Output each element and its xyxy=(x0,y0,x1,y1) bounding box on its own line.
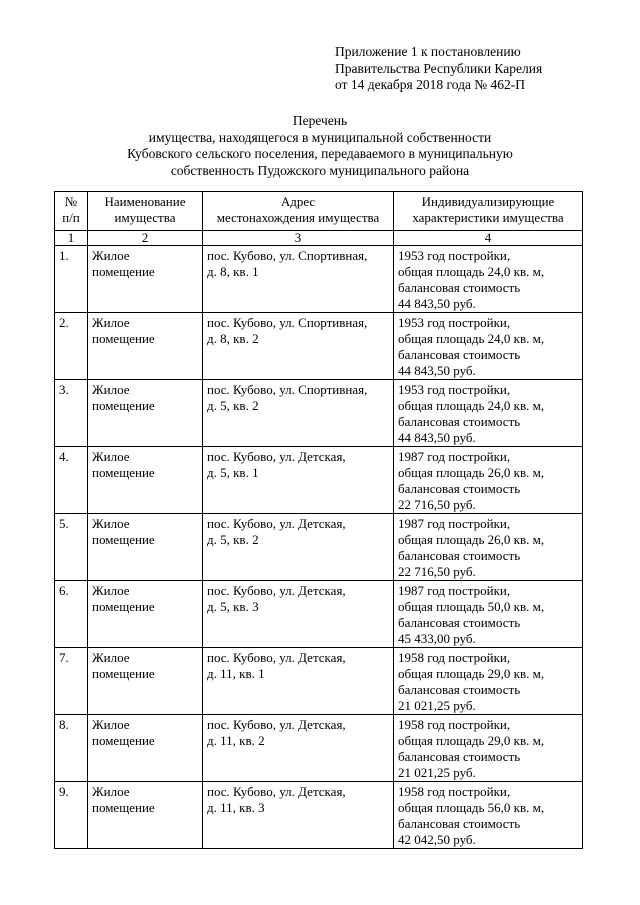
table-header-row xyxy=(55,192,583,231)
row-number: 5. xyxy=(55,514,88,581)
property-name-line: помещение xyxy=(92,666,155,681)
property-name-line: помещение xyxy=(92,465,155,480)
property-characteristics-line: общая площадь 50,0 кв. м, xyxy=(398,599,545,614)
property-characteristics-line: 44 843,50 руб. xyxy=(398,296,476,311)
property-address-line: д. 5, кв. 3 xyxy=(207,599,259,614)
table-row xyxy=(55,782,583,849)
property-characteristics xyxy=(394,648,583,715)
document-title xyxy=(60,113,580,179)
property-address-line: пос. Кубово, ул. Детская, xyxy=(207,784,346,799)
property-name xyxy=(88,380,203,447)
property-characteristics-line: общая площадь 24,0 кв. м, xyxy=(398,331,545,346)
property-address-line: д. 11, кв. 3 xyxy=(207,800,265,815)
property-name-line: Жилое xyxy=(92,784,130,799)
property-characteristics-line: общая площадь 26,0 кв. м, xyxy=(398,532,545,547)
property-address-line: д. 11, кв. 1 xyxy=(207,666,265,681)
header-text: имущества xyxy=(114,210,176,225)
property-address-line: пос. Кубово, ул. Спортивная, xyxy=(207,248,368,263)
property-name-line: Жилое xyxy=(92,650,130,665)
property-characteristics-line: балансовая стоимость xyxy=(398,481,521,496)
appendix-line: Приложение 1 к постановлению xyxy=(335,44,521,59)
table-row xyxy=(55,715,583,782)
property-name xyxy=(88,313,203,380)
table-row xyxy=(55,514,583,581)
property-address-line: д. 5, кв. 2 xyxy=(207,532,259,547)
row-number: 1. xyxy=(55,246,88,313)
property-address xyxy=(203,447,394,514)
property-address-line: пос. Кубово, ул. Спортивная, xyxy=(207,315,368,330)
property-name-line: Жилое xyxy=(92,382,130,397)
property-characteristics-line: общая площадь 24,0 кв. м, xyxy=(398,264,545,279)
row-number: 2. xyxy=(55,313,88,380)
property-characteristics-line: 1958 год постройки, xyxy=(398,717,511,732)
property-name-line: Жилое xyxy=(92,449,130,464)
property-name xyxy=(88,648,203,715)
property-name-line: помещение xyxy=(92,733,155,748)
appendix-line: от 14 декабря 2018 года № 462-П xyxy=(335,77,526,92)
row-number: 8. xyxy=(55,715,88,782)
property-name-line: Жилое xyxy=(92,717,130,732)
property-name xyxy=(88,246,203,313)
property-characteristics-line: 1987 год постройки, xyxy=(398,516,511,531)
property-address-line: пос. Кубово, ул. Спортивная, xyxy=(207,382,368,397)
property-name-line: Жилое xyxy=(92,315,130,330)
property-characteristics xyxy=(394,514,583,581)
table-row xyxy=(55,447,583,514)
property-characteristics-line: балансовая стоимость xyxy=(398,414,521,429)
property-table xyxy=(54,191,583,849)
header-text: Адрес xyxy=(280,194,316,209)
property-characteristics-line: общая площадь 24,0 кв. м, xyxy=(398,398,545,413)
property-name-line: помещение xyxy=(92,532,155,547)
property-characteristics-line: балансовая стоимость xyxy=(398,548,521,563)
property-characteristics-line: балансовая стоимость xyxy=(398,682,521,697)
property-address xyxy=(203,514,394,581)
property-characteristics xyxy=(394,313,583,380)
header-text: п/п xyxy=(62,210,80,225)
property-characteristics-line: балансовая стоимость xyxy=(398,347,521,362)
property-characteristics-line: 44 843,50 руб. xyxy=(398,430,476,445)
property-name xyxy=(88,715,203,782)
table-row xyxy=(55,581,583,648)
property-address xyxy=(203,648,394,715)
property-address-line: д. 5, кв. 1 xyxy=(207,465,259,480)
header-text: Наименование xyxy=(104,194,186,209)
property-name-line: Жилое xyxy=(92,248,130,263)
header-number xyxy=(55,192,88,231)
property-characteristics xyxy=(394,782,583,849)
property-characteristics-line: 1987 год постройки, xyxy=(398,449,511,464)
property-address xyxy=(203,380,394,447)
property-address-line: пос. Кубово, ул. Детская, xyxy=(207,717,346,732)
title-line: Кубовского сельского поселения, передаваемого в муниципальную xyxy=(127,146,513,161)
property-characteristics xyxy=(394,246,583,313)
property-characteristics-line: общая площадь 56,0 кв. м, xyxy=(398,800,545,815)
column-number-row xyxy=(55,231,583,246)
header-text: № xyxy=(64,194,78,209)
property-characteristics xyxy=(394,447,583,514)
row-number: 4. xyxy=(55,447,88,514)
property-name-line: помещение xyxy=(92,398,155,413)
property-characteristics-line: 45 433,00 руб. xyxy=(398,631,476,646)
property-name xyxy=(88,581,203,648)
property-name-line: помещение xyxy=(92,800,155,815)
property-address-line: пос. Кубово, ул. Детская, xyxy=(207,650,346,665)
table-row xyxy=(55,648,583,715)
column-number: 1 xyxy=(55,231,88,246)
property-characteristics-line: общая площадь 26,0 кв. м, xyxy=(398,465,545,480)
property-characteristics-line: общая площадь 29,0 кв. м, xyxy=(398,733,545,748)
property-name-line: Жилое xyxy=(92,583,130,598)
property-address xyxy=(203,246,394,313)
property-address-line: д. 5, кв. 2 xyxy=(207,398,259,413)
property-name xyxy=(88,514,203,581)
property-characteristics-line: 21 021,25 руб. xyxy=(398,698,476,713)
property-characteristics-line: 22 716,50 руб. xyxy=(398,564,476,579)
row-number: 7. xyxy=(55,648,88,715)
row-number: 6. xyxy=(55,581,88,648)
title-line: Перечень xyxy=(292,113,348,128)
column-number: 4 xyxy=(394,231,583,246)
property-characteristics-line: балансовая стоимость xyxy=(398,816,521,831)
property-address-line: д. 11, кв. 2 xyxy=(207,733,265,748)
property-characteristics-line: 42 042,50 руб. xyxy=(398,832,476,847)
column-number: 3 xyxy=(203,231,394,246)
property-address-line: д. 8, кв. 1 xyxy=(207,264,259,279)
title-line: собственность Пудожского муниципального района xyxy=(170,162,470,178)
table-row xyxy=(55,246,583,313)
property-characteristics-line: 1958 год постройки, xyxy=(398,650,511,665)
property-name-line: помещение xyxy=(92,599,155,614)
property-characteristics-line: балансовая стоимость xyxy=(398,280,521,295)
property-characteristics xyxy=(394,380,583,447)
property-address xyxy=(203,782,394,849)
property-name xyxy=(88,782,203,849)
property-address xyxy=(203,313,394,380)
header-address xyxy=(203,192,394,231)
property-name-line: помещение xyxy=(92,264,155,279)
property-characteristics-line: 1953 год постройки, xyxy=(398,382,511,397)
property-address xyxy=(203,715,394,782)
property-characteristics xyxy=(394,715,583,782)
property-characteristics-line: 1958 год постройки, xyxy=(398,784,511,799)
property-characteristics-line: балансовая стоимость xyxy=(398,615,521,630)
header-characteristics xyxy=(394,192,583,231)
header-text: характеристики имущества xyxy=(412,210,564,225)
header-name xyxy=(88,192,203,231)
property-characteristics xyxy=(394,581,583,648)
property-characteristics-line: общая площадь 29,0 кв. м, xyxy=(398,666,545,681)
table-row xyxy=(55,380,583,447)
property-address-line: пос. Кубово, ул. Детская, xyxy=(207,583,346,598)
column-number: 2 xyxy=(88,231,203,246)
appendix-header xyxy=(335,44,625,94)
property-address-line: д. 8, кв. 2 xyxy=(207,331,259,346)
property-characteristics-line: 1953 год постройки, xyxy=(398,248,511,263)
property-address-line: пос. Кубово, ул. Детская, xyxy=(207,449,346,464)
property-characteristics-line: 44 843,50 руб. xyxy=(398,363,476,378)
property-address-line: пос. Кубово, ул. Детская, xyxy=(207,516,346,531)
property-characteristics-line: балансовая стоимость xyxy=(398,749,521,764)
property-name-line: Жилое xyxy=(92,516,130,531)
row-number: 3. xyxy=(55,380,88,447)
property-name xyxy=(88,447,203,514)
appendix-line: Правительства Республики Карелия xyxy=(335,60,543,76)
title-line: имущества, находящегося в муниципальной собственности xyxy=(148,129,492,145)
row-number: 9. xyxy=(55,782,88,849)
property-address xyxy=(203,581,394,648)
header-text: местонахождения имущества xyxy=(216,210,380,225)
property-characteristics-line: 1987 год постройки, xyxy=(398,583,511,598)
header-text: Индивидуализирующие xyxy=(421,194,555,209)
property-characteristics-line: 22 716,50 руб. xyxy=(398,497,476,512)
property-characteristics-line: 21 021,25 руб. xyxy=(398,765,476,780)
table-row xyxy=(55,313,583,380)
property-characteristics-line: 1953 год постройки, xyxy=(398,315,511,330)
property-name-line: помещение xyxy=(92,331,155,346)
